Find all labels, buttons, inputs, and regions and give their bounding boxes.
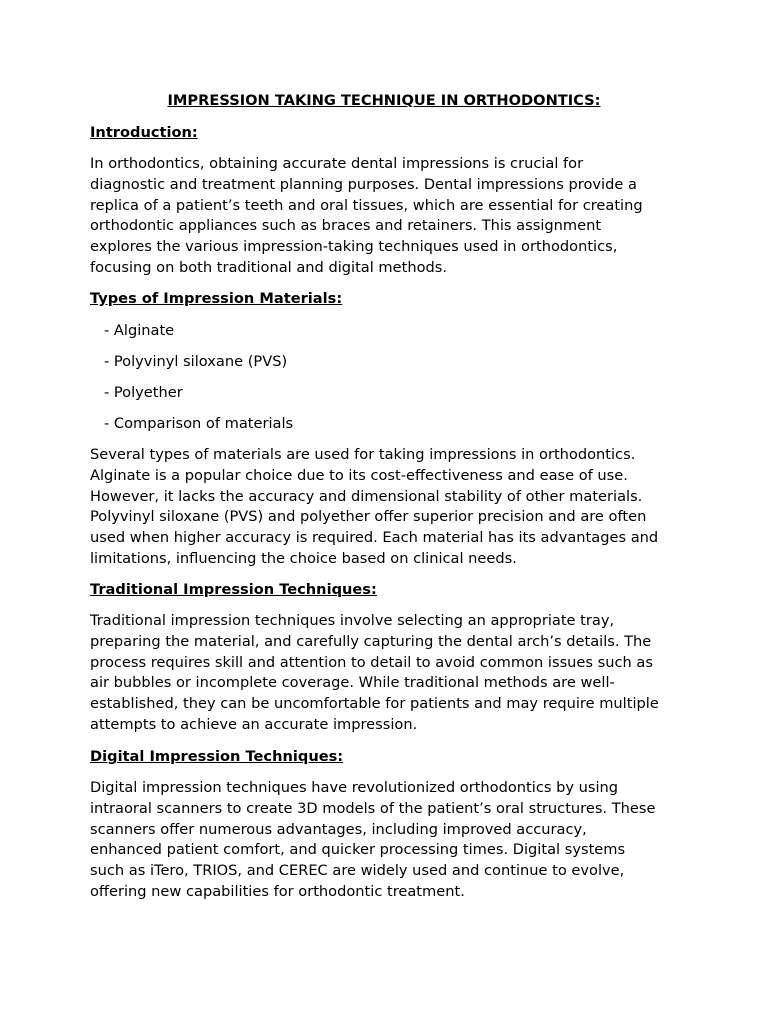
- paragraph-line: focusing on both traditional and digital methods.: [90, 258, 448, 276]
- paragraph-line: orthodontic appliances such as braces and retainers. This assignment: [90, 217, 602, 235]
- paragraph-line: Several types of materials are used for taking impressions in orthodontics.: [90, 446, 636, 463]
- list-item-pvs: - Polyvinyl siloxane (PVS): [104, 353, 288, 370]
- paragraph-line: replica of a patient’s teeth and oral tissues, which are essential for creating: [90, 196, 643, 214]
- paragraph-line: intraoral scanners to create 3D models of the patient’s oral structures. These: [90, 799, 656, 817]
- paragraph-line: preparing the material, and carefully capturing the dental arch’s details. The: [90, 632, 652, 650]
- section-heading-traditional: Traditional Impression Techniques:: [90, 581, 377, 598]
- paragraph-introduction: [90, 154, 690, 279]
- paragraph-line: explores the various impression-taking techniques used in orthodontics,: [90, 238, 618, 256]
- paragraph-digital: [90, 778, 690, 903]
- paragraph-line: scanners offer numerous advantages, including improved accuracy,: [90, 820, 587, 838]
- paragraph-traditional: [90, 611, 690, 736]
- paragraph-line: Alginate is a popular choice due to its cost-effectiveness and ease of use.: [90, 466, 628, 484]
- paragraph-line: diagnostic and treatment planning purposes. Dental impressions provide a: [90, 175, 637, 193]
- paragraph-line: In orthodontics, obtaining accurate dental impressions is crucial for: [90, 155, 584, 172]
- paragraph-line: Digital impression techniques have revolutionized orthodontics by using: [90, 779, 619, 796]
- section-heading-introduction: Introduction:: [90, 124, 198, 141]
- list-item-polyether: - Polyether: [104, 384, 183, 401]
- paragraph-line: used when higher accuracy is required. Each material has its advantages and: [90, 529, 659, 547]
- paragraph-line: air bubbles or incomplete coverage. While traditional methods are well-: [90, 674, 615, 692]
- paragraph-line: Polyvinyl siloxane (PVS) and polyether offer superior precision and are often: [90, 508, 647, 526]
- paragraph-materials: [90, 445, 690, 570]
- paragraph-line: process requires skill and attention to detail to avoid common issues such as: [90, 653, 653, 671]
- paragraph-line: However, it lacks the accuracy and dimensional stability of other materials.: [90, 487, 643, 505]
- paragraph-line: such as iTero, TRIOS, and CEREC are widely used and continue to evolve,: [90, 862, 625, 880]
- paragraph-line: enhanced patient comfort, and quicker processing times. Digital systems: [90, 841, 626, 859]
- list-item-comparison: - Comparison of materials: [104, 415, 294, 432]
- paragraph-line: offering new capabilities for orthodontic treatment.: [90, 882, 465, 900]
- document-title: IMPRESSION TAKING TECHNIQUE IN ORTHODONTICS:: [167, 92, 601, 109]
- paragraph-line: established, they can be uncomfortable for patients and may require multiple: [90, 695, 659, 713]
- section-heading-materials: Types of Impression Materials:: [90, 290, 343, 307]
- list-item-alginate: - Alginate: [104, 322, 175, 339]
- paragraph-line: limitations, influencing the choice based on clinical needs.: [90, 549, 517, 567]
- paragraph-line: Traditional impression techniques involve selecting an appropriate tray,: [90, 612, 615, 629]
- section-heading-digital: Digital Impression Techniques:: [90, 748, 344, 765]
- paragraph-line: attempts to achieve an accurate impression.: [90, 715, 418, 733]
